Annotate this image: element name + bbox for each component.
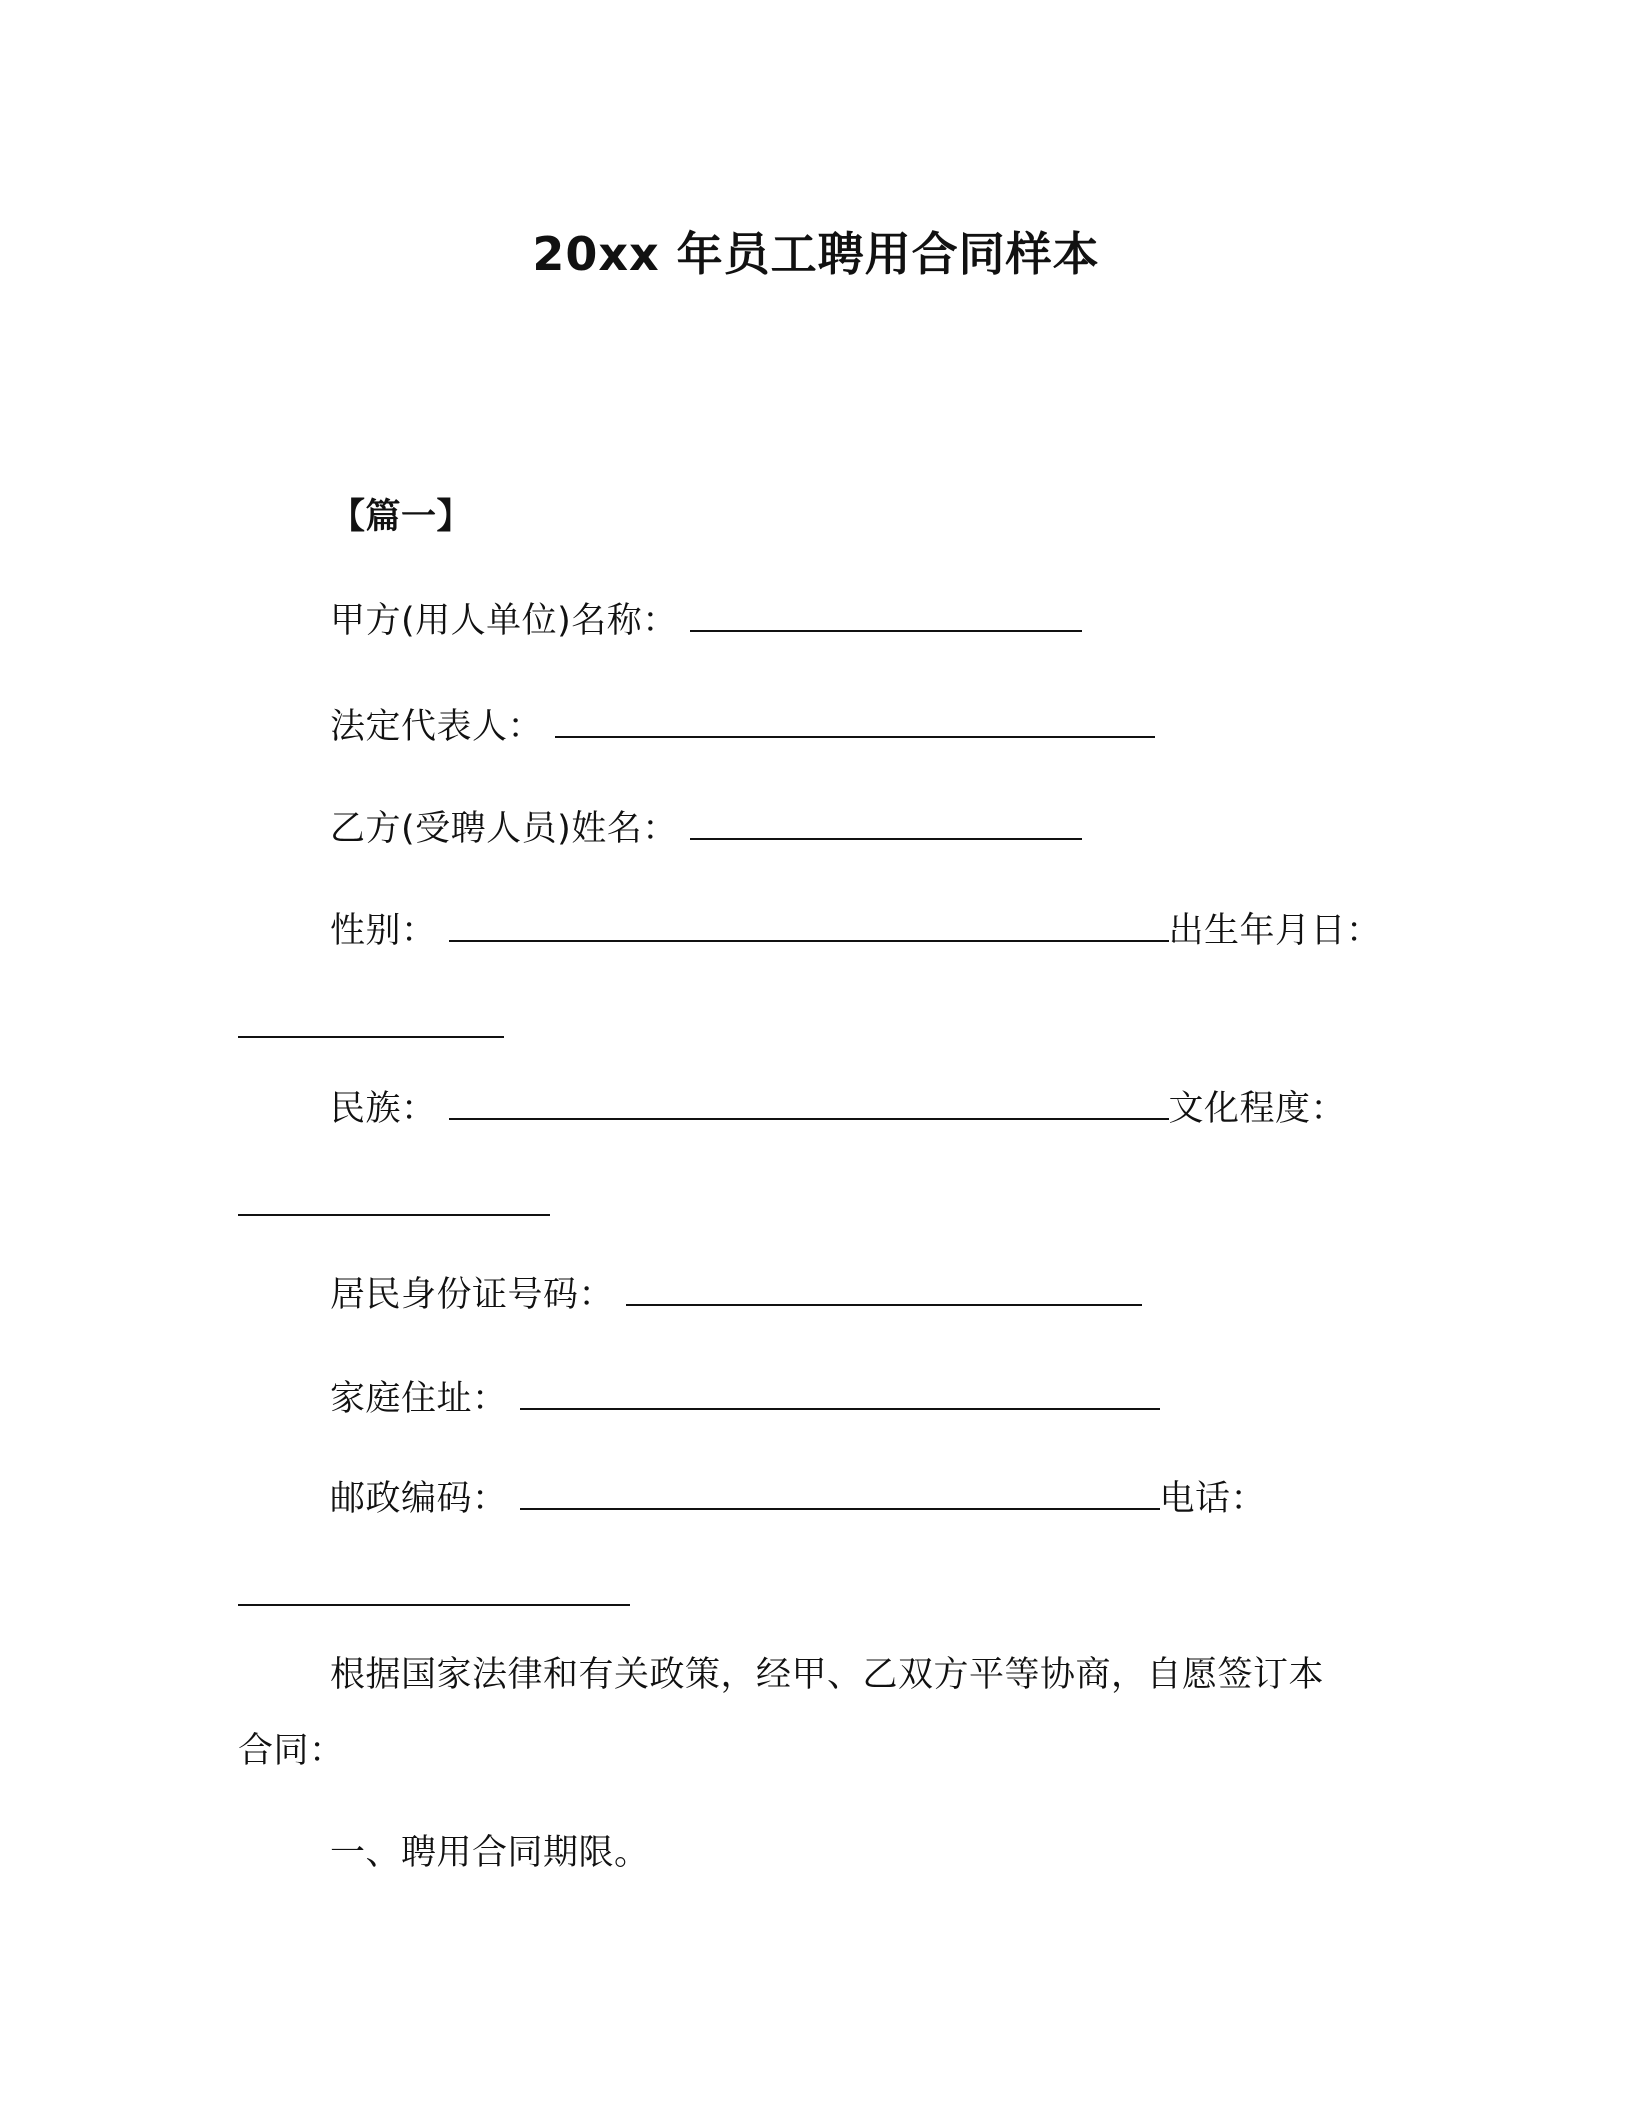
phone-row	[238, 1570, 632, 1620]
home-address-row	[330, 1374, 1160, 1424]
education-row	[238, 1180, 552, 1230]
postal-code-blank	[520, 1474, 1160, 1510]
legal-rep-row	[330, 702, 1155, 752]
education-blank	[238, 1180, 550, 1216]
gender-row	[330, 906, 1382, 956]
birth-date-label: 出生年月日：	[1168, 911, 1382, 951]
home-address-label: 家庭住址：	[330, 1379, 508, 1419]
id-number-row	[330, 1270, 1142, 1320]
legal-rep-label: 法定代表人：	[330, 707, 544, 747]
gender-blank	[449, 906, 1169, 942]
education-label: 文化程度：	[1168, 1089, 1347, 1129]
ethnicity-row	[330, 1084, 1346, 1134]
id-number-blank	[626, 1270, 1142, 1306]
intro-line-2: 合同：	[238, 1731, 345, 1771]
postal-code-label: 邮政编码：	[330, 1479, 508, 1519]
ethnicity-label: 民族：	[330, 1089, 437, 1129]
legal-rep-blank	[555, 702, 1155, 738]
postal-code-row	[330, 1474, 1266, 1524]
party-b-name-label: 乙方(受聘人员)姓名：	[330, 809, 678, 849]
party-a-name-row	[330, 596, 1082, 646]
section-label: 【篇一】	[330, 497, 473, 537]
party-b-name-row	[330, 804, 1082, 854]
home-address-blank	[520, 1374, 1160, 1410]
document-title: 20xx 年员工聘用合同样本	[532, 227, 1100, 281]
birth-date-row	[238, 1002, 506, 1052]
party-a-name-label: 甲方(用人单位)名称：	[330, 601, 678, 641]
id-number-label: 居民身份证号码：	[330, 1275, 615, 1315]
phone-blank	[238, 1570, 630, 1606]
intro-line-1: 根据国家法律和有关政策，经甲、乙双方平等协商，自愿签订本	[330, 1655, 1325, 1695]
party-b-name-blank	[690, 804, 1082, 840]
phone-label: 电话：	[1159, 1479, 1267, 1519]
ethnicity-blank	[449, 1084, 1169, 1120]
party-a-name-blank	[690, 596, 1082, 632]
birth-date-blank	[238, 1002, 504, 1038]
gender-label: 性别：	[330, 911, 437, 951]
clause-1-heading: 一、聘用合同期限。	[330, 1833, 650, 1873]
